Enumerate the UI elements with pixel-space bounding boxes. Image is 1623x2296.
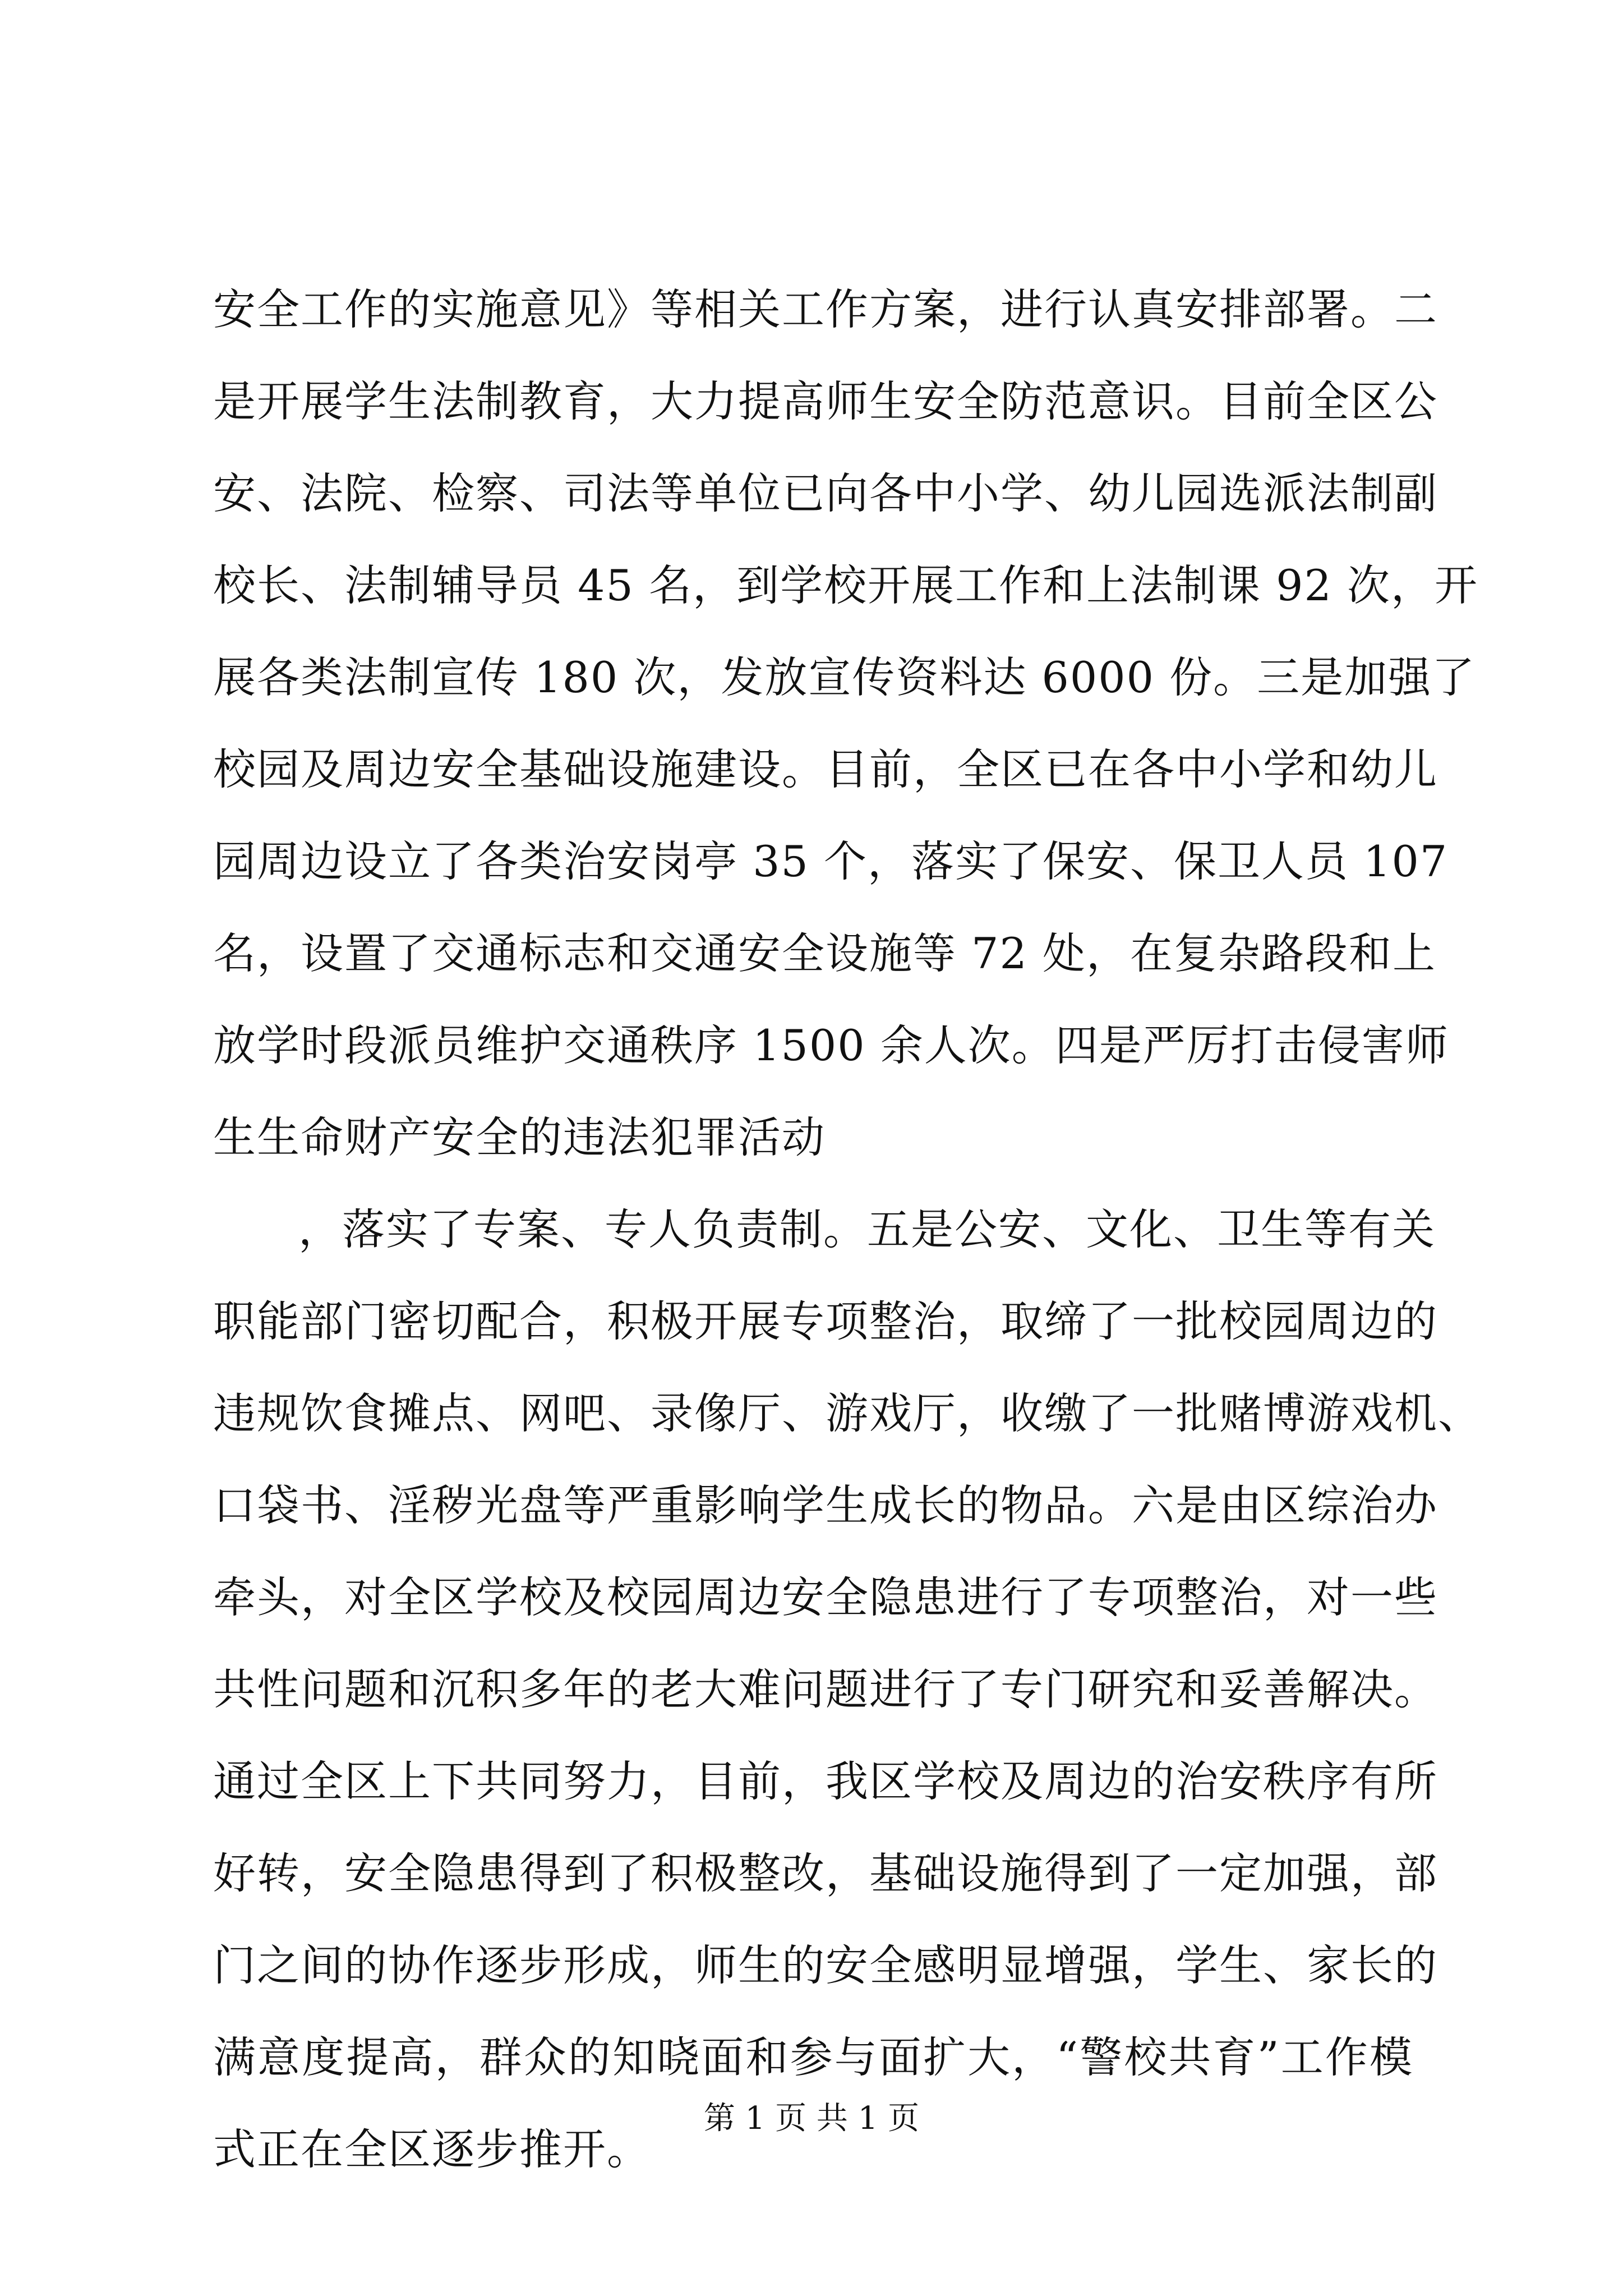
text-line: 名，设置了交通标志和交通安全设施等 72 处，在复杂路段和上 [213,928,1437,978]
text-line: 是开展学生法制教育，大力提高师生安全防范意识。目前全区公 [213,376,1438,426]
page-footer: 第 1 页 共 1 页 [703,2100,920,2137]
text-line: 通过全区上下共同努力，目前，我区学校及周边的治安秩序有所 [213,1756,1438,1806]
text-line: 违规饮食摊点、网吧、录像厅、游戏厅，收缴了一批赌博游戏机、 [213,1388,1482,1438]
text-line: 安全工作的实施意见》等相关工作方案，进行认真安排部署。二 [213,284,1438,334]
text-line: 展各类法制宣传 180 次，发放宣传资料达 6000 份。三是加强了 [213,652,1476,702]
text-line: 园周边设立了各类治安岗亭 35 个，落实了保安、保卫人员 107 [213,836,1449,886]
text-line: 安、法院、检察、司法等单位已向各中小学、幼儿园选派法制副 [213,468,1438,518]
text-line: 口袋书、淫秽光盘等严重影响学生成长的物品。六是由区综治办 [213,1480,1438,1530]
text-line: ，落实了专案、专人负责制。五是公安、文化、卫生等有关 [298,1204,1436,1254]
text-line: 好转，安全隐患得到了积极整改，基础设施得到了一定加强，部 [213,1848,1438,1898]
text-line: 校园及周边安全基础设施建设。目前，全区已在各中小学和幼儿 [213,744,1438,794]
text-line: 放学时段派员维护交通秩序 1500 余人次。四是严厉打击侵害师 [213,1020,1449,1070]
text-line: 牵头，对全区学校及校园周边安全隐患进行了专项整治，对一些 [213,1572,1438,1622]
text-line: 职能部门密切配合，积极开展专项整治，取缔了一批校园周边的 [213,1296,1438,1346]
text-line: 式正在全区逐步推开。 [213,2124,651,2174]
body-text [213,264,1482,2196]
text-line: 校长、法制辅导员 45 名，到学校开展工作和上法制课 92 次，开 [213,560,1479,610]
text-line: 共性问题和沉积多年的老大难问题进行了专门研究和妥善解决。 [213,1664,1438,1714]
text-line: 门之间的协作逐步形成，师生的安全感明显增强，学生、家长的 [213,1940,1438,1990]
text-line: 生生命财产安全的违法犯罪活动 [213,1112,826,1162]
text-line: 满意度提高，群众的知晓面和参与面扩大，“警校共育”工作模 [213,2032,1413,2082]
